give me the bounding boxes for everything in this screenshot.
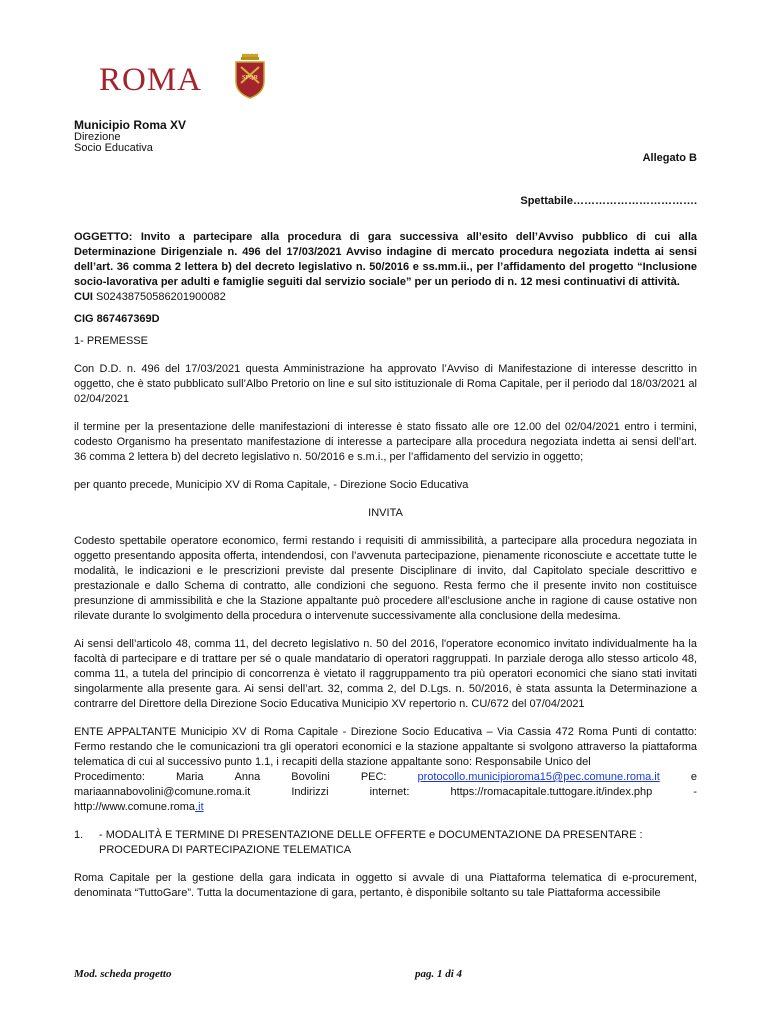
office-dept-line2: Socio Educativa <box>74 142 153 154</box>
address-word: Indirizzi <box>291 786 329 798</box>
address-row <box>74 785 697 800</box>
pec-email-link[interactable]: protocollo.municipioroma15@pec.comune.roma.it <box>417 771 660 783</box>
pec-word: Maria <box>175 771 204 783</box>
section-1-heading <box>74 828 697 858</box>
recipient-line: Spettabile……………………………. <box>520 195 697 207</box>
premesse-paragraph-2: il termine per la presentazione delle manifestazioni di interesse è stato fissato alle ore 12.00 del 02/04/2021 entro i termini, codesto Organismo ha presentato manifestazione di interesse a partecipare alla procedura negoziata indetta ai sensi dell’art. 36 comma 2 lettera b) del decreto legislativo n. 50/2016 e s.m.i., per l’affidamento del servizio in oggetto; <box>74 421 697 463</box>
cui-label: CUI <box>74 291 93 303</box>
premesse-paragraph-6: ENTE APPALTANTE Municipio XV di Roma Capitale - Direzione Socio Educativa – Via Cassia 472 Roma Punti di contatto: Fermo restando che le comunicazioni tra gli operatori economici e la stazione appaltante si svolgono attraverso la piattaforma telematica di cui al successivo punto 1.1, i recapiti della stazione appaltante sono: Responsabile Unico del <box>74 726 697 768</box>
premesse-paragraph-5: Ai sensi dell’articolo 48, comma 11, del decreto legislativo n. 50 del 2016, l'operatore economico invitato individualmente ha la facoltà di partecipare e di trattare per sé o quale mandatario di operatori raggruppati. In parziale deroga allo stesso articolo 48, comma 11, a tutela del principio di concorrenza è vietato il raggruppamento tra più operatori economici che siano stati invitati singolarmente alla presente gara. Ai sensi dell’art. 32, comma 2, del D.Lgs. n. 50/2016, è stata assunta la Determinazione a contrarre del Direttore della Direzione Socio Educativa Municipio XV repertorio n. CU/672 del 07/04/2021 <box>74 638 697 710</box>
pec-word: Anna <box>234 771 261 783</box>
pec-word: Bovolini <box>291 771 330 783</box>
cig-line: CIG 867467369D <box>74 313 160 325</box>
premesse-paragraph-4: Codesto spettabile operatore economico, fermi restando i requisiti di ammissibilità, a partecipare alla procedura negoziata in oggetto presentando apposita offerta, intendendosi, con l’avvenuta partecipazione, pienamente riconosciute e accettate tutte le modalità, le indicazioni e le prescrizioni previste dal presente Disciplinare di invito, dal Capitolato speciale descrittivo e prestazionale e dallo Schema di contratto, alle condizioni che seguono. Resta fermo che il presente invito non costituisce presunzione di ammissibilità e che la Stazione appaltante può procedere all’esclusione anche in ragione di cause ostative non rilevate durante lo svolgimento della procedura o intervenute successivamente alla conclusione della medesima. <box>74 535 697 622</box>
premesse-paragraph-1: Con D.D. n. 496 del 17/03/2021 questa Amministrazione ha approvato l’Avviso di Manifestazione di interesse descritto in oggetto, che è stato pubblicato sull’Albo Pretorio on line e sul sito istituzionale di Roma Capitale, per il periodo dal 18/03/2021 al 02/04/2021 <box>74 363 697 405</box>
cui-line <box>74 290 697 305</box>
website-line <box>74 800 697 815</box>
premesse-paragraph-3: per quanto precede, Municipio XV di Roma Capitale, - Direzione Socio Educativa <box>74 479 469 491</box>
office-name: Municipio Roma XV <box>74 118 187 132</box>
attachment-label: Allegato B <box>642 152 697 164</box>
footer-page-number: pag. 1 di 4 <box>415 968 463 980</box>
rup-email: mariaannabovolini@comune.roma.it <box>74 786 251 798</box>
section-title: - MODALITÀ E TERMINE DI PRESENTAZIONE DELLE OFFERTE e DOCUMENTAZIONE DA PRESENTARE : PROCEDURA DI PARTECIPAZIONE TELEMATICA <box>99 829 643 856</box>
subject-paragraph: OGGETTO: Invito a partecipare alla procedura di gara successiva all’esito dell’Avviso pubblico di cui alla Determinazione Dirigenziale n. 496 del 17/03/2021 Avviso indagine di mercato procedura negoziata indetta ai sensi dell’art. 36 comma 2 lettera b) del decreto legislativo n. 50/2016 e ss.mm.ii., per l’affidamento del progetto “Inclusione socio-lavorativa per adulti e famiglie seguiti dal servizio sociale” per un periodo di n. 12 mesi continuativi di attività. <box>74 231 697 288</box>
invita-heading: INVITA <box>368 507 403 519</box>
section-1-paragraph-1: Roma Capitale per la gestione della gara indicata in oggetto si avvale di una Piattaforma telematica di e-procurement, denominata “TuttoGare”. Tutta la documentazione di gara, pertanto, è disponibile soltanto su tale Piattaforma accessibile <box>74 872 697 899</box>
address-word: - <box>693 786 697 798</box>
pec-word: Procedimento: <box>74 771 145 783</box>
roma-crest-icon <box>233 53 267 99</box>
address-word: internet: <box>369 786 410 798</box>
roma-logo: ROMA <box>99 62 203 98</box>
pec-word: PEC: <box>360 771 387 783</box>
footer-model-label: Mod. scheda progetto <box>74 968 172 980</box>
section-number: 1. <box>74 829 84 841</box>
tuttogare-url: https://romacapitale.tuttogare.it/index.php <box>450 786 653 798</box>
pec-word: e <box>690 771 697 783</box>
website-link[interactable]: .it <box>195 801 204 813</box>
website-text: http://www.comune.roma <box>74 801 196 813</box>
body-content <box>74 230 697 901</box>
office-dept-line1: Direzione <box>74 131 121 143</box>
cui-value: S02438750586201900082 <box>92 291 226 303</box>
office-block <box>74 118 186 154</box>
pec-row <box>74 770 697 785</box>
premesse-title: 1- PREMESSE <box>74 335 148 347</box>
svg-text:SPQR: SPQR <box>241 75 259 81</box>
